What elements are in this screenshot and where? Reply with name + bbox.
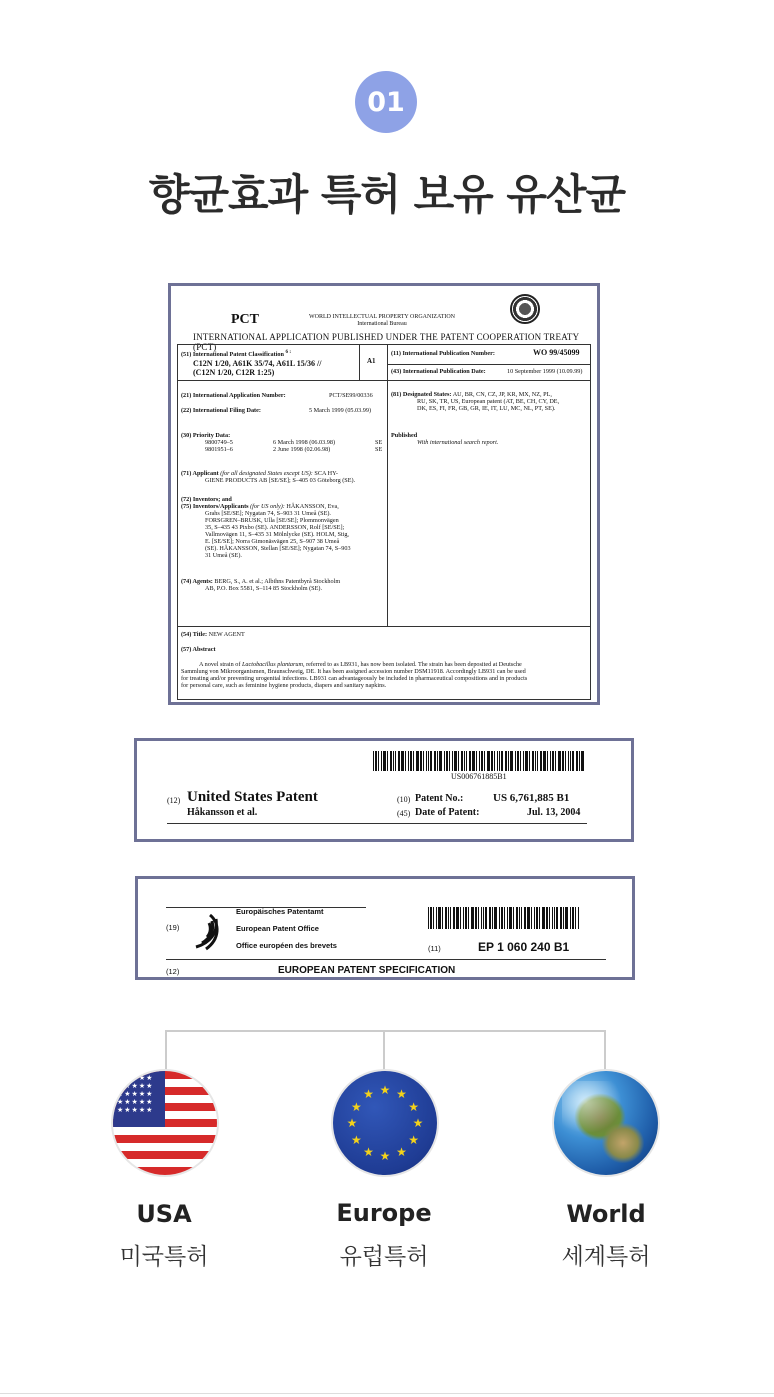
f43-label: (43) International Publication Date:: [391, 368, 486, 375]
f30-row1-no: 9800749–5: [205, 439, 233, 446]
pct-patent-document: [168, 283, 600, 705]
f75-value8: 31 Umeå (SE).: [205, 552, 242, 559]
connector-line: [165, 1030, 167, 1070]
us-date-label: Date of Patent:: [415, 807, 480, 818]
connector-line: [165, 1030, 606, 1032]
published-label: Published: [391, 432, 418, 439]
f51-value1: C12N 1/20, A61K 35/74, A61L 15/36 //: [193, 359, 322, 368]
f75-text: (75) Inventors/Applicants (for US only): HÅKANSSON, Eva,: [181, 503, 339, 510]
abstract-line1: A novel strain of Lactobacillus plantarum, referred to as LB931, has now been isolated. The strain has been deposited at Deutsche: [199, 661, 522, 668]
f81-value3: DK, ES, FI, FR, GB, GR, IE, IT, LU, MC, NL, PT, SE).: [417, 405, 556, 412]
divider: [166, 959, 606, 960]
f75-value4: 35, S–435 43 Pixbo (SE). ANDERSSON, Rolf [SE/SE];: [205, 524, 345, 531]
usa-flag-icon: ★★★★★ ★★★★★ ★★★★★ ★★★★★ ★★★★★: [113, 1071, 217, 1175]
divider: [359, 344, 360, 380]
us-inventor: Håkansson et al.: [187, 807, 258, 818]
epo-logo-icon: [192, 909, 228, 951]
divider: [387, 344, 388, 626]
us-title: United States Patent: [187, 789, 318, 805]
f30-row2-no: 9801951–6: [205, 446, 233, 453]
eu-flag-icon: ★ ★ ★ ★ ★ ★ ★ ★ ★ ★ ★ ★: [333, 1071, 437, 1175]
us-patent-header: [134, 738, 634, 842]
f75-value7: (SE). HÅKANSSON, Stellan [SE/SE]; Nygatan 74, S–903: [205, 545, 351, 552]
us-barcode-number: US006761885B1: [451, 772, 507, 781]
f30-row1-date: 6 March 1998 (06.03.98): [273, 439, 336, 446]
f51-label: (51) International Patent Classification $^{6 :}$: [181, 349, 292, 359]
connector-line: [383, 1030, 385, 1070]
f22-value: 5 March 1999 (05.03.99): [309, 407, 372, 414]
f43-value: 10 September 1999 (10.09.99): [507, 368, 583, 375]
barcode-icon: [428, 907, 580, 929]
ep-spec: EUROPEAN PATENT SPECIFICATION: [278, 965, 456, 976]
wipo-seal-icon: [510, 294, 540, 324]
region-sub-europe: 유럽특허: [339, 1244, 429, 1270]
connector-line: [604, 1030, 606, 1070]
f54-text: (54) Title: NEW AGENT: [181, 631, 245, 638]
ep-number: EP 1 060 240 B1: [478, 940, 570, 954]
divider: [177, 626, 591, 627]
f72-label: (72) Inventors; and: [181, 496, 232, 503]
us-date-value: Jul. 13, 2004: [527, 807, 581, 818]
step-badge: 01: [355, 71, 417, 133]
f71-text: (71) Applicant (for all designated States except US): SCA HY-: [181, 470, 338, 477]
ep-office-en: European Patent Office: [236, 924, 319, 933]
kind-code: A1: [367, 357, 376, 365]
page-title: 향균효과 특허 보유 유산균: [148, 170, 626, 219]
divider: [387, 364, 591, 365]
region-label-europe: Europe: [336, 1199, 432, 1227]
wipo-org: [309, 314, 455, 328]
region-label-world: World: [566, 1200, 646, 1228]
divider: [167, 823, 587, 824]
region-label-usa: USA: [136, 1200, 192, 1228]
divider: [0, 1393, 774, 1394]
globe-icon: [554, 1071, 658, 1175]
f75-value6: E. [SE/SE]; Norra Gimonäsvägen 25, S–907 38 Umeå: [205, 538, 340, 545]
f81-text: (81) Designated States: AU, BR, CN, CZ, JP, KR, MX, NZ, PL,: [391, 391, 552, 398]
abstract-line4: for personal care, such as feminine hygiene products, diapers and sanitary napkins.: [181, 682, 387, 689]
ep-office-fr: Office européen des brevets: [236, 941, 337, 950]
f75-value2: Grahs [SE/SE]; Nygatan 74, S–903 31 Umeå (SE).: [205, 510, 331, 517]
f21-label: (21) International Application Number:: [181, 392, 286, 399]
f71-value2: GIENE PRODUCTS AB [SE/SE]; S–405 03 Göteborg (SE).: [205, 477, 356, 484]
us-patent-no-value: US 6,761,885 B1: [493, 792, 570, 804]
wipo-org-name: WORLD INTELLECTUAL PROPERTY ORGANIZATION: [309, 314, 456, 320]
region-sub-world: 세계특허: [561, 1244, 651, 1270]
region-sub-usa: 미국특허: [119, 1244, 209, 1270]
ep-code19: (19): [166, 923, 180, 932]
f75-value5: Vallmovägen 11, S–435 31 Mölnlycke (SE). HOLM, Stig,: [205, 531, 349, 538]
us-code12: (12): [167, 796, 181, 805]
ep-code11: (11): [428, 944, 441, 953]
ep-office-de: Europäisches Patentamt: [236, 907, 324, 916]
pct-logo-text: PCT: [231, 312, 259, 327]
published-value: With international search report.: [417, 439, 499, 446]
f30-label: (30) Priority Data:: [181, 432, 231, 439]
us-code45: (45): [397, 809, 411, 818]
ep-patent-header: [135, 876, 635, 980]
pct-heading: INTERNATIONAL APPLICATION PUBLISHED UNDER THE PATENT COOPERATION TREATY (PCT): [193, 332, 579, 352]
f11-value: WO 99/45099: [533, 348, 580, 357]
ep-code12: (12): [166, 967, 180, 976]
f22-label: (22) International Filing Date:: [181, 407, 261, 414]
f51-value2: (C12N 1/20, C12R 1:25): [193, 368, 275, 377]
divider: [177, 380, 591, 381]
f74-text: (74) Agents: BERG, S., A. et al.; Albihns Patentbyrå Stockholm: [181, 578, 341, 585]
abstract-line3: for treating and/or preventing urogenital infections. LB931 can advantageously be included in pharmaceutical compositions and in products: [181, 675, 528, 682]
f75-value3: FORSGREN–BRUSK, Ulla [SE/SE]; Plommonvägen: [205, 517, 339, 524]
f74-value2: AB, P.O. Box 5581, S–114 85 Stockholm (SE).: [205, 585, 322, 592]
f21-value: PCT/SE99/00336: [329, 392, 373, 399]
f30-row1-cc: SE: [375, 439, 383, 446]
barcode-icon: [373, 751, 586, 771]
f30-row2-date: 2 June 1998 (02.06.98): [273, 446, 331, 453]
f30-row2-cc: SE: [375, 446, 383, 453]
wipo-bureau: International Bureau: [357, 321, 407, 327]
us-code10: (10): [397, 795, 411, 804]
f11-label: (11) International Publication Number:: [391, 350, 495, 357]
abstract-line2: Sammlung von Mikroorganismen, Braunschweig, DE. It has been assigned accession number DSM11918. Accordingly LB931 can be used: [181, 668, 526, 675]
f57-label: (57) Abstract: [181, 646, 216, 653]
f81-value2: RU, SK, TR, US, European patent (AT, BE, CH, CY, DE,: [417, 398, 560, 405]
us-patent-no-label: Patent No.:: [415, 793, 464, 804]
